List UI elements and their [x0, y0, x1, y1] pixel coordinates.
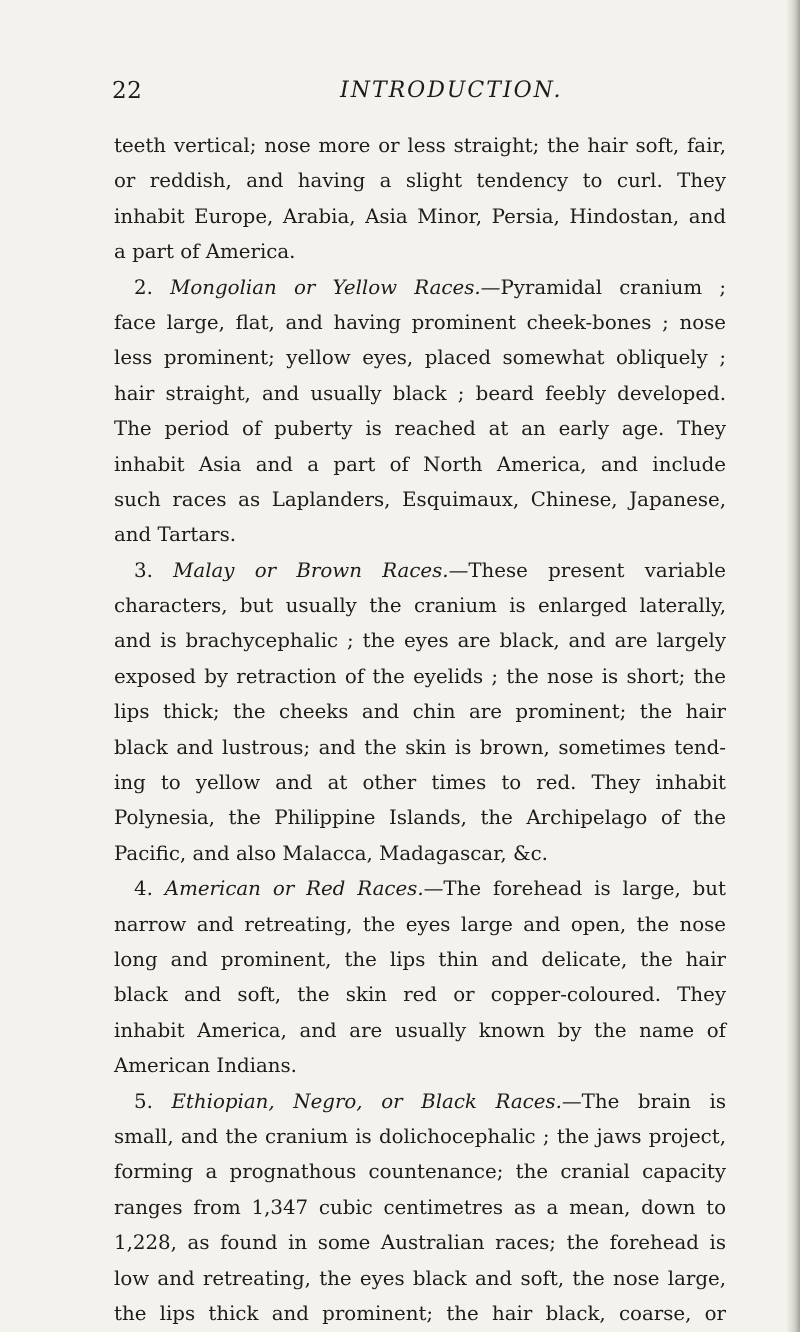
section-heading: American or Red Races.	[164, 877, 424, 901]
text-line: exposed by retraction of the eyelids ; the nose is short; the	[114, 664, 726, 688]
text-line: ranges from 1,347 cubic centimetres as a mean, down to	[114, 1195, 726, 1219]
text-line: small, and the cranium is dolichocephalic ; the jaws project,	[114, 1124, 726, 1148]
text-line: inhabit America, and are usually known by the name of	[114, 1018, 726, 1042]
text-line: or reddish, and having a slight tendency to curl. They	[114, 169, 726, 193]
text-line: The period of puberty is reached at an early age. They	[114, 417, 726, 441]
text-span: —These present variable	[448, 558, 726, 582]
paragraph-lead-line	[114, 871, 726, 906]
section-heading: Mongolian or Yellow Races.	[170, 275, 481, 299]
text-line: American Indians.	[114, 1054, 297, 1078]
text-line: black and lustrous; and the skin is brown, sometimes tend-	[114, 735, 726, 759]
text-span: —Pyramidal cranium ;	[480, 275, 727, 299]
text-line: and Tartars.	[114, 523, 237, 547]
text-span: —The forehead is large, but	[423, 877, 726, 901]
text-line: narrow and retreating, the eyes large and open, the nose	[114, 912, 726, 936]
text-line: Pacific, and also Malacca, Madagascar, &c.	[114, 841, 548, 865]
text-line: the lips thick and prominent; the hair black, coarse, or	[114, 1301, 726, 1325]
text-line: lips thick; the cheeks and chin are prominent; the hair	[114, 700, 726, 724]
section-number: 4.	[134, 877, 153, 901]
text-line: inhabit Europe, Arabia, Asia Minor, Persia, Hindostan, and	[114, 204, 726, 228]
paragraph-lead-line	[114, 1084, 726, 1119]
body-text	[114, 128, 726, 1331]
section-heading: Ethiopian, Negro, or Black Races.	[171, 1089, 562, 1113]
page-number: 22	[112, 78, 143, 104]
text-line: less prominent; yellow eyes, placed somewhat obliquely ;	[114, 346, 726, 370]
text-line: long and prominent, the lips thin and delicate, the hair	[114, 947, 726, 971]
text-span: —The brain is	[561, 1089, 726, 1113]
text-line: black and soft, the skin red or copper-coloured. They	[114, 983, 726, 1007]
text-line: characters, but usually the cranium is enlarged laterally,	[114, 594, 726, 618]
section-number: 5.	[134, 1089, 153, 1113]
text-line: forming a prognathous countenance; the cranial capacity	[114, 1160, 726, 1184]
text-line: ing to yellow and at other times to red. They inhabit	[114, 771, 726, 795]
text-line: face large, flat, and having prominent cheek-bones ; nose	[114, 310, 726, 334]
page-edge-shadow	[786, 0, 800, 1332]
section-number: 2.	[134, 275, 153, 299]
text-line: 1,228, as found in some Australian races; the forehead is	[114, 1231, 726, 1255]
text-line: and is brachycephalic ; the eyes are black, and are largely	[114, 629, 726, 653]
text-line: low and retreating, the eyes black and soft, the nose large,	[114, 1266, 726, 1290]
paragraph-lead-line	[114, 553, 726, 588]
text-line: a part of America.	[114, 240, 296, 264]
page-header	[112, 78, 730, 108]
section-number: 3.	[134, 558, 153, 582]
text-line: hair straight, and usually black ; beard feebly developed.	[114, 381, 726, 405]
text-line: teeth vertical; nose more or less straight; the hair soft, fair,	[114, 134, 726, 157]
running-head: INTRODUCTION.	[340, 78, 563, 103]
text-line: Polynesia, the Philippine Islands, the Archipelago of the	[114, 806, 726, 830]
paragraph-lead-line	[114, 270, 726, 305]
text-line: such races as Laplanders, Esquimaux, Chinese, Japanese,	[114, 487, 726, 511]
section-heading: Malay or Brown Races.	[173, 558, 449, 582]
text-line: inhabit Asia and a part of North America, and include	[114, 452, 726, 476]
